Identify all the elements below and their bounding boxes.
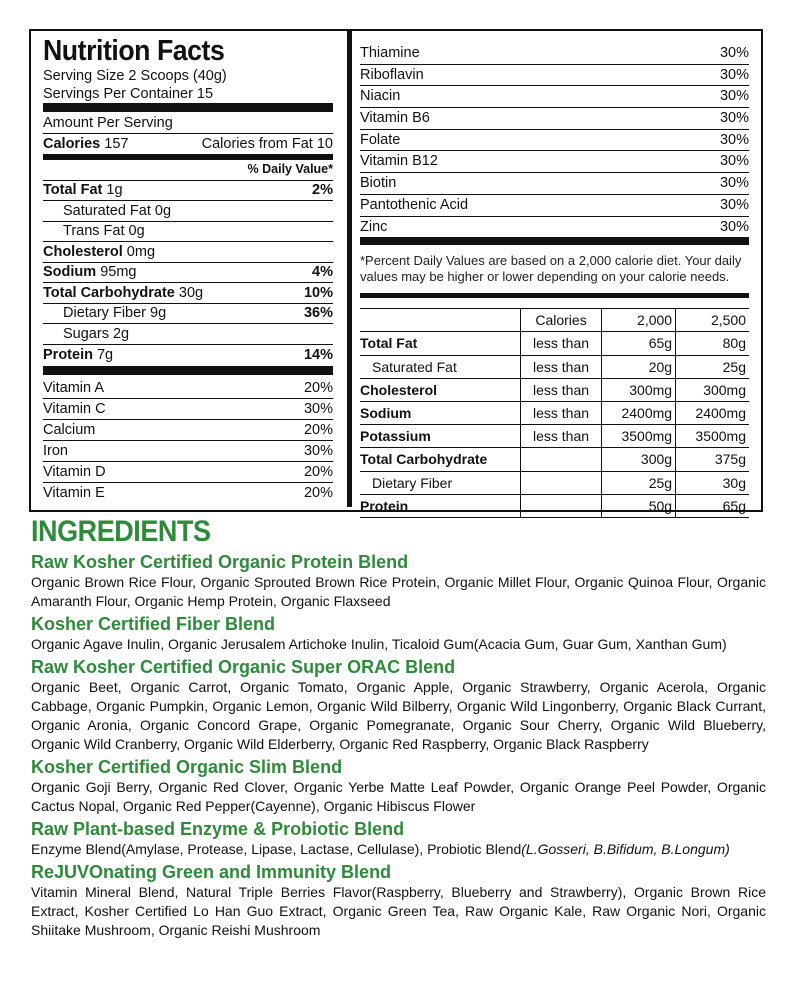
nutrient-name: Total Fat <box>43 182 103 198</box>
nutrient-daily-value: 14% <box>303 347 333 363</box>
dv-table-cell: Total Fat <box>360 332 521 355</box>
vitamin-row <box>43 441 333 462</box>
dv-table-cell: 300mg <box>676 378 749 401</box>
ingredients-section <box>31 515 766 940</box>
vitamin-list-right <box>360 43 749 238</box>
blend-ingredients-italic: (L.Gosseri, B.Bifidum, B.Longum) <box>521 841 730 857</box>
vitamin-row <box>43 399 333 420</box>
vitamin-name: Riboflavin <box>360 66 424 83</box>
dv-table-cell <box>521 448 602 471</box>
vitamin-row <box>360 65 749 87</box>
dv-table-cell: 80g <box>676 332 749 355</box>
nutrient-name: Sodium <box>43 264 97 280</box>
dv-table-cell: 20g <box>602 355 676 378</box>
nutrient-name: Trans Fat <box>63 223 125 239</box>
dv-table-row <box>360 355 749 378</box>
dv-table-header-cell <box>360 309 521 332</box>
nutrient-label <box>43 262 136 282</box>
dv-table-cell: 2400mg <box>602 401 676 424</box>
vitamin-name: Calcium <box>43 422 96 438</box>
amount-per-serving: Amount Per Serving <box>43 115 173 131</box>
servings-per-container: Servings Per Container 15 <box>43 86 214 102</box>
vitamin-name: Biotin <box>360 175 397 192</box>
daily-value-footnote: *Percent Daily Values are based on a 2,000 calorie diet. Your daily values may be higher or lower depending on your calorie needs. <box>360 253 742 285</box>
nutrient-row <box>43 345 333 366</box>
dv-table-header-cell: Calories <box>521 309 602 332</box>
nutrient-name: Total Carbohydrate <box>43 284 175 301</box>
blend-name: ReJUVOnating Green and Immunity Blend <box>31 862 392 882</box>
dv-table-cell: Total Carbohydrate <box>360 448 521 471</box>
dv-table-cell: less than <box>521 378 602 401</box>
nutrient-label <box>63 201 171 221</box>
vitamin-name: Zinc <box>360 218 388 235</box>
dv-table-header-row <box>360 309 749 332</box>
blend-ingredients <box>31 635 766 654</box>
vitamin-name: Niacin <box>360 88 401 105</box>
nutrient-name: Dietary Fiber <box>63 305 146 321</box>
nutrient-row <box>43 263 333 284</box>
divider-thick <box>360 238 749 245</box>
divider-thick <box>43 103 333 112</box>
nutrient-name: Cholesterol <box>43 243 123 260</box>
dv-table-cell: Potassium <box>360 425 521 448</box>
blend-ingredients <box>31 778 766 816</box>
blend-ingredients <box>31 573 766 611</box>
vitamin-row <box>43 483 333 504</box>
nutrient-name: Protein <box>43 347 93 363</box>
vitamin-row <box>360 151 749 173</box>
vitamin-row <box>360 173 749 195</box>
dv-table-cell: less than <box>521 401 602 424</box>
dv-table-cell: Saturated Fat <box>360 355 521 378</box>
serving-size: Serving Size 2 Scoops (40g) <box>43 68 227 84</box>
vitamin-row <box>360 43 749 65</box>
nutrition-left-column <box>43 35 333 504</box>
vitamin-name: Thiamine <box>360 45 420 61</box>
daily-value-table <box>360 308 749 518</box>
vitamin-row <box>360 217 749 239</box>
dv-table-cell: 3500mg <box>602 425 676 448</box>
nutrient-row <box>43 201 333 222</box>
nutrition-facts-panel <box>29 29 763 512</box>
vitamin-row <box>43 462 333 483</box>
vitamin-daily-value: 30% <box>719 88 749 105</box>
vitamin-daily-value: 30% <box>719 218 749 235</box>
dv-table-cell: Cholesterol <box>360 378 521 401</box>
vitamin-daily-value: 30% <box>719 110 749 127</box>
dv-table-cell: 30g <box>676 471 749 494</box>
vitamin-daily-value: 20% <box>303 422 333 438</box>
nutrition-right-column <box>347 31 756 514</box>
nutrient-list <box>43 181 333 366</box>
blend-ingredients-text: Organic Goji Berry, Organic Red Clover, Organic Yerbe Matte Leaf Powder, Organic Orange Peel Powder, Organic Cactus Nopal, Organic Red Pepper(Cayenne), Organic Hibiscus Flower <box>31 779 766 814</box>
vitamin-row <box>360 130 749 152</box>
dv-table-cell: 65g <box>602 332 676 355</box>
vitamin-daily-value: 30% <box>303 401 333 417</box>
nutrient-amount: 0mg <box>126 243 156 260</box>
nutrient-label <box>63 221 145 241</box>
dv-table-cell: 65g <box>676 494 749 517</box>
blend-name: Raw Plant-based Enzyme & Probiotic Blend <box>31 819 405 839</box>
nutrient-name: Saturated Fat <box>63 202 151 219</box>
vitamin-name: Vitamin B6 <box>360 110 430 127</box>
vitamin-daily-value: 30% <box>303 443 333 459</box>
nutrient-label <box>63 324 129 344</box>
dv-table-cell: Protein <box>360 494 521 517</box>
nutrient-daily-value: 36% <box>303 305 333 321</box>
nutrient-label <box>43 283 203 303</box>
dv-table-cell <box>521 471 602 494</box>
vitamin-daily-value: 20% <box>303 380 333 396</box>
vitamin-daily-value: 20% <box>303 485 333 501</box>
daily-value-header: % Daily Value* <box>43 160 333 181</box>
nutrient-amount: 1g <box>106 182 123 198</box>
nutrient-name: Sugars <box>63 325 109 342</box>
blend-ingredients-text: Organic Agave Inulin, Organic Jerusalem Artichoke Inulin, Ticaloid Gum(Acacia Gum, Guar Gum, Xanthan Gum) <box>31 636 727 652</box>
vitamin-daily-value: 30% <box>719 45 749 61</box>
nutrient-row <box>43 242 333 263</box>
blend-list <box>31 551 766 940</box>
vitamin-daily-value: 30% <box>719 175 749 192</box>
nutrient-amount: 0g <box>154 202 172 219</box>
dv-table-cell: less than <box>521 355 602 378</box>
dv-table-cell: 25g <box>676 355 749 378</box>
nutrient-row <box>43 304 333 325</box>
nutrient-daily-value: 2% <box>312 182 333 198</box>
blend-name: Kosher Certified Organic Slim Blend <box>31 757 343 777</box>
divider-medium <box>360 293 749 298</box>
nutrient-amount: 95mg <box>100 264 137 280</box>
nutrient-label <box>43 180 123 200</box>
vitamin-name: Folate <box>360 131 401 148</box>
vitamin-name: Pantothenic Acid <box>360 196 469 213</box>
blend-name: Kosher Certified Fiber Blend <box>31 614 276 634</box>
vitamin-row <box>360 86 749 108</box>
nutrition-title: Nutrition Facts <box>43 35 225 67</box>
nutrient-label <box>43 345 113 365</box>
vitamin-daily-value: 20% <box>303 464 333 480</box>
dv-table-cell: 375g <box>676 448 749 471</box>
dv-table-cell: 50g <box>602 494 676 517</box>
blend-ingredients-text: Vitamin Mineral Blend, Natural Triple Berries Flavor(Raspberry, Blueberry and Strawberry), Organic Brown Rice Extract, Kosher Certified Lo Han Guo Extract, Organic Green Tea, Raw Organic Kale, Raw Organic Nori, Organic Shiitake Mushroom, Organic Reishi Mushroom <box>31 884 766 938</box>
ingredients-title: INGREDIENTS <box>31 515 211 548</box>
vitamin-name: Vitamin E <box>43 485 105 501</box>
nutrient-amount: 9g <box>150 305 167 321</box>
blend-name: Raw Kosher Certified Organic Protein Blend <box>31 552 409 572</box>
blend-ingredients <box>31 678 766 754</box>
vitamin-daily-value: 30% <box>719 131 749 148</box>
vitamin-name: Vitamin C <box>43 401 106 417</box>
dv-table-cell: Sodium <box>360 401 521 424</box>
blend-ingredients <box>31 840 766 859</box>
dv-table-header-cell: 2,500 <box>676 309 749 332</box>
dv-table-cell: 300g <box>602 448 676 471</box>
dv-table-row <box>360 448 749 471</box>
dv-table-row <box>360 425 749 448</box>
nutrient-amount: 0g <box>128 223 145 239</box>
vitamin-name: Vitamin B12 <box>360 153 438 170</box>
nutrient-row <box>43 181 333 202</box>
vitamin-row <box>360 195 749 217</box>
vitamin-daily-value: 30% <box>719 153 749 170</box>
blend-ingredients-text: Enzyme Blend(Amylase, Protease, Lipase, Lactase, Cellulase), Probiotic Blend <box>31 841 522 857</box>
vitamin-list-left <box>43 378 333 504</box>
nutrient-row <box>43 283 333 304</box>
blend-name: Raw Kosher Certified Organic Super ORAC Blend <box>31 657 456 677</box>
nutrient-amount: 2g <box>112 325 130 342</box>
blend-ingredients-text: Organic Beet, Organic Carrot, Organic Tomato, Organic Apple, Organic Strawberry, Organic Acerola, Organic Cabbage, Organic Pumpkin, Organic Lemon, Organic Wild Bilberry, Organic Wild Lingonberry, Organic Black Currant, Organic Aronia, Organic Concord Grape, Organic Pomegranate, Organic Sour Cherry, Organic Wild Blueberry, Organic Wild Cranberry, Organic Wild Elderberry, Organic Red Raspberry, Organic Black Raspberry <box>31 679 766 752</box>
dv-table-cell: Dietary Fiber <box>360 471 521 494</box>
calories-row <box>43 134 333 155</box>
calories-value: 157 <box>104 135 129 152</box>
nutrient-row <box>43 324 333 345</box>
blend-ingredients <box>31 883 766 940</box>
calories-label: Calories <box>43 135 101 152</box>
dv-table-cell: less than <box>521 332 602 355</box>
vitamin-row <box>360 108 749 130</box>
divider-thick <box>43 366 333 375</box>
calories <box>43 134 128 154</box>
dv-table-cell: 2400mg <box>676 401 749 424</box>
nutrient-daily-value: 4% <box>312 264 333 280</box>
vitamin-row <box>43 378 333 399</box>
vitamin-row <box>43 420 333 441</box>
vitamin-daily-value: 30% <box>719 66 749 83</box>
dv-table-row <box>360 471 749 494</box>
nutrient-amount: 7g <box>96 347 114 363</box>
nutrient-row <box>43 222 333 243</box>
dv-table-cell: less than <box>521 425 602 448</box>
dv-table-header-cell: 2,000 <box>602 309 676 332</box>
dv-table-row <box>360 378 749 401</box>
dv-table-row <box>360 494 749 517</box>
dv-table-cell: 3500mg <box>676 425 749 448</box>
dv-table-cell: 300mg <box>602 378 676 401</box>
dv-table-cell: 25g <box>602 471 676 494</box>
blend-ingredients-text: Organic Brown Rice Flour, Organic Sprouted Brown Rice Protein, Organic Millet Flour, Organic Quinoa Flour, Organic Amaranth Flour, Organic Hemp Protein, Organic Flaxseed <box>31 574 766 609</box>
vitamin-name: Iron <box>43 443 68 459</box>
vitamin-name: Vitamin D <box>43 464 106 480</box>
dv-table-cell <box>521 494 602 517</box>
dv-table-row <box>360 401 749 424</box>
nutrient-daily-value: 10% <box>303 284 333 301</box>
calories-from-fat: Calories from Fat 10 <box>201 135 333 152</box>
vitamin-daily-value: 30% <box>719 196 749 213</box>
nutrient-amount: 30g <box>178 284 204 301</box>
nutrient-label <box>63 303 166 323</box>
vitamin-name: Vitamin A <box>43 380 104 396</box>
amount-per-serving-row <box>43 112 333 134</box>
nutrient-label <box>43 242 155 262</box>
dv-table-row <box>360 332 749 355</box>
